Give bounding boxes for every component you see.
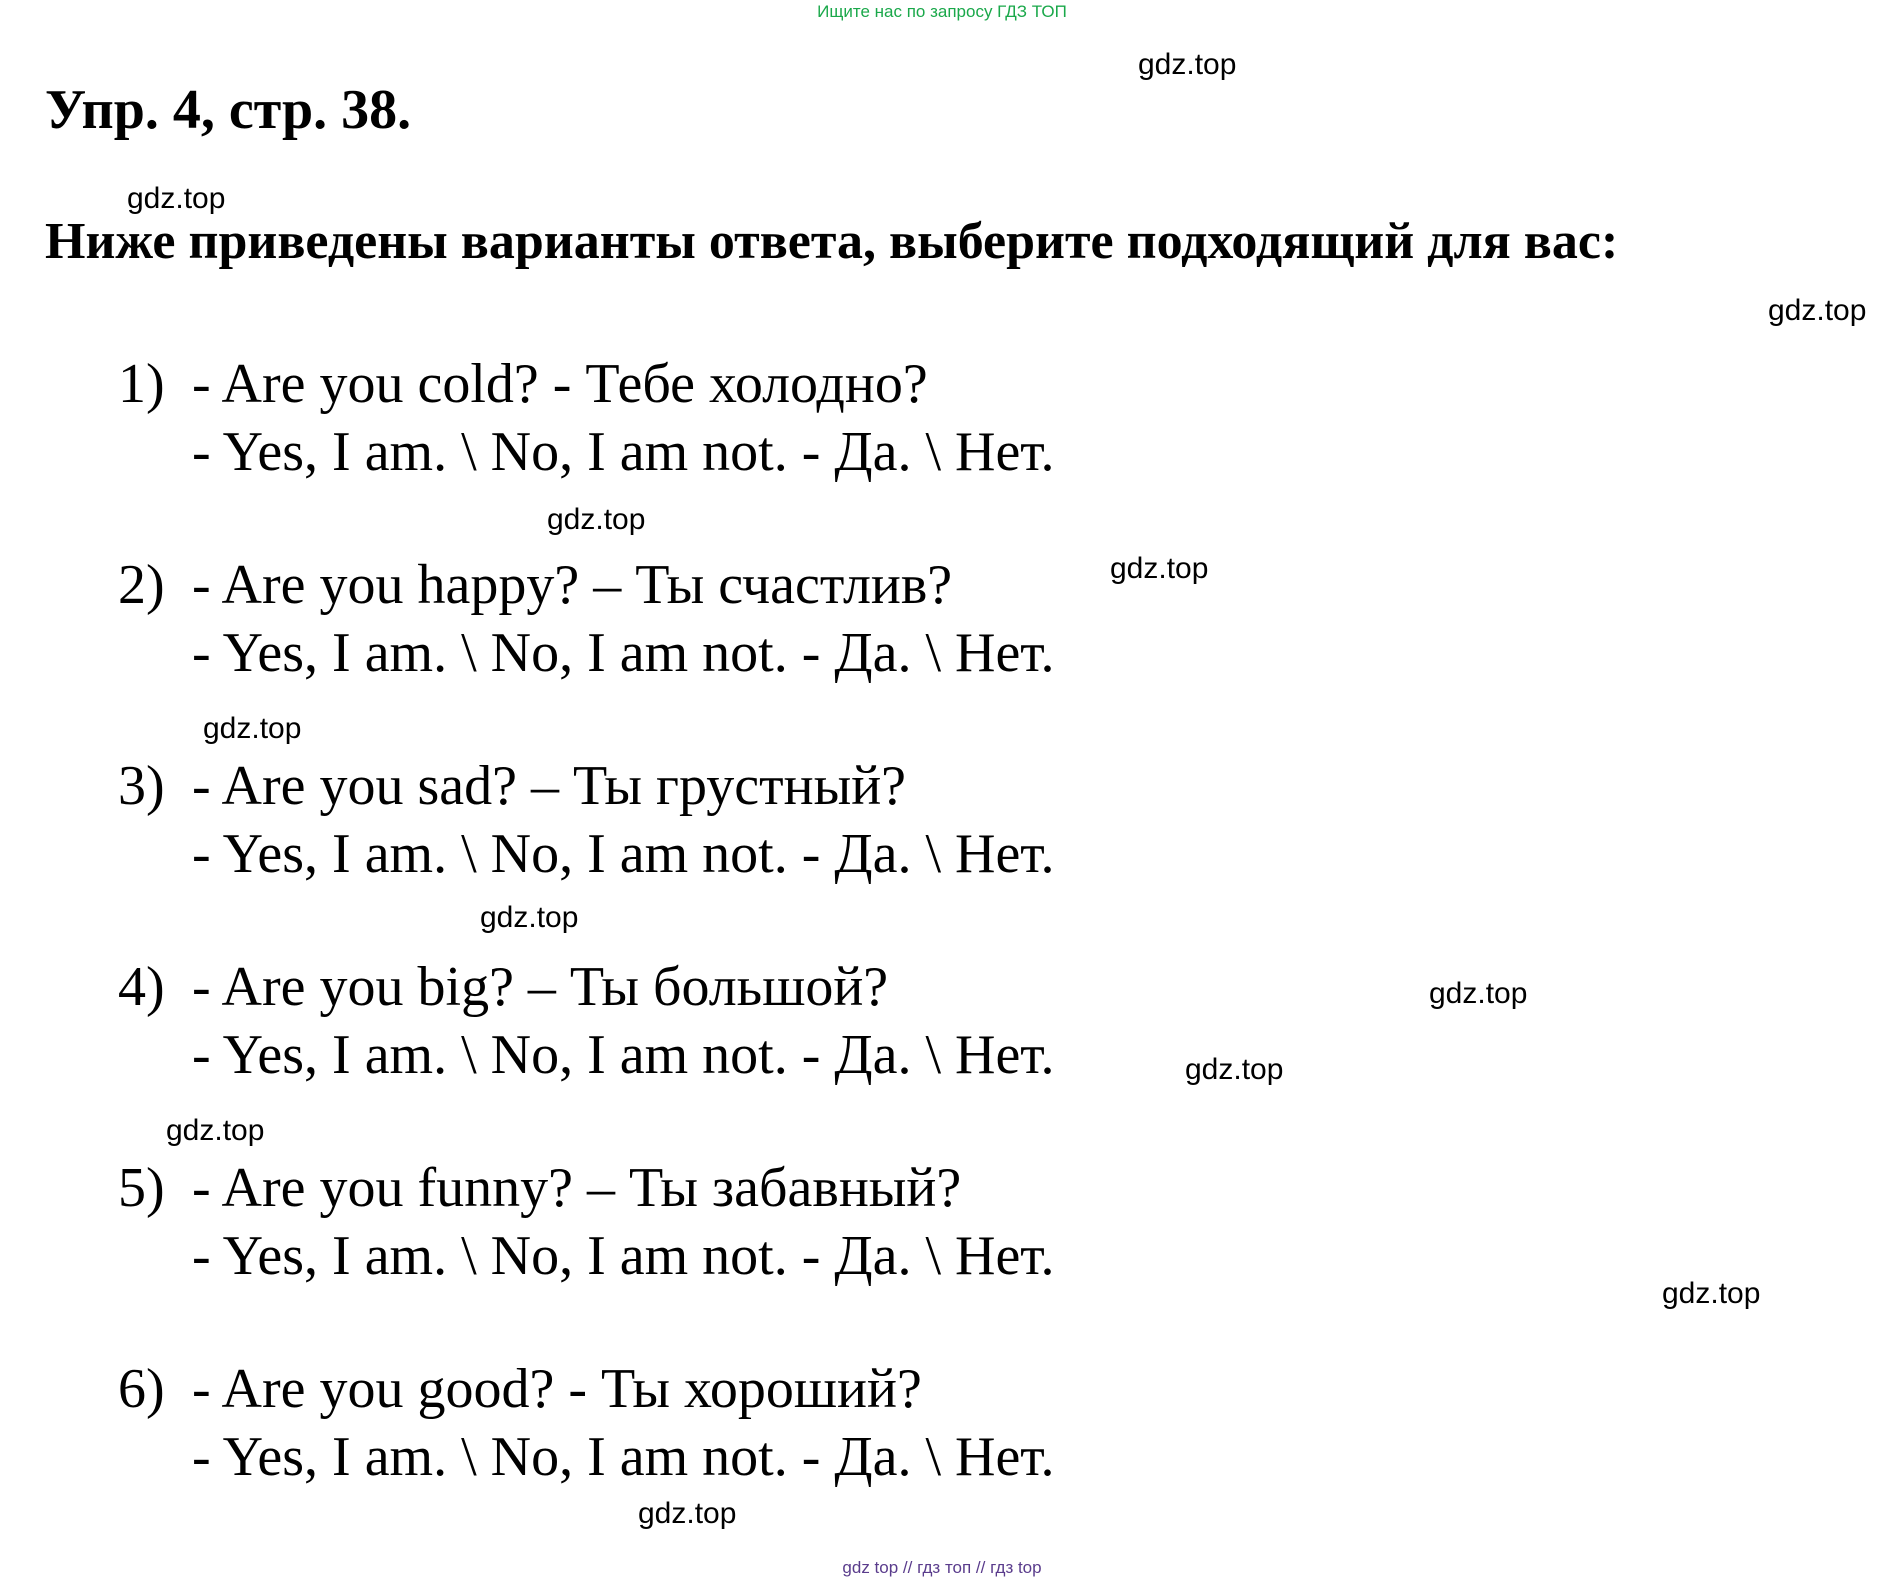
watermark: gdz.top [203, 712, 302, 745]
item-question: - Are you good? - Ты хороший? [192, 1358, 922, 1420]
item-answer: - Yes, I am. \ No, I am not. - Да. \ Нет. [192, 1024, 1055, 1086]
item-question: - Are you funny? – Ты забавный? [192, 1157, 962, 1219]
watermark: gdz.top [166, 1114, 265, 1147]
item-number: 4) [118, 956, 165, 1018]
watermark: gdz.top [638, 1497, 737, 1530]
item-question: - Are you happy? – Ты счастлив? [192, 554, 953, 616]
item-answer: - Yes, I am. \ No, I am not. - Да. \ Нет. [192, 1426, 1055, 1488]
watermark: gdz.top [1768, 294, 1867, 327]
item-number: 3) [118, 755, 165, 817]
item-answer: - Yes, I am. \ No, I am not. - Да. \ Нет. [192, 421, 1055, 483]
watermark: gdz.top [1138, 48, 1237, 81]
exercise-title: Упр. 4, стр. 38. [45, 79, 412, 141]
item-question: - Are you sad? – Ты грустный? [192, 755, 907, 817]
watermark: gdz.top [480, 901, 579, 934]
item-number: 2) [118, 554, 165, 616]
item-number: 6) [118, 1358, 165, 1420]
footer-watermark: gdz top // гдз топ // гдз top [842, 1558, 1042, 1577]
instruction-heading: Ниже приведены варианты ответа, выберите подходящий для вас: [45, 213, 1619, 270]
watermark: gdz.top [547, 503, 646, 536]
watermark: gdz.top [1185, 1053, 1284, 1086]
top-banner: Ищите нас по запросу ГДЗ ТОП [817, 2, 1067, 21]
item-answer: - Yes, I am. \ No, I am not. - Да. \ Нет. [192, 823, 1055, 885]
item-question: - Are you big? – Ты большой? [192, 956, 889, 1018]
item-number: 1) [118, 353, 165, 415]
item-number: 5) [118, 1157, 165, 1219]
item-answer: - Yes, I am. \ No, I am not. - Да. \ Нет. [192, 1225, 1055, 1287]
item-question: - Are you cold? - Тебе холодно? [192, 353, 928, 415]
item-answer: - Yes, I am. \ No, I am not. - Да. \ Нет. [192, 622, 1055, 684]
watermark: gdz.top [1429, 977, 1528, 1010]
watermark: gdz.top [1662, 1277, 1761, 1310]
watermark: gdz.top [1110, 552, 1209, 585]
watermark: gdz.top [127, 182, 226, 215]
